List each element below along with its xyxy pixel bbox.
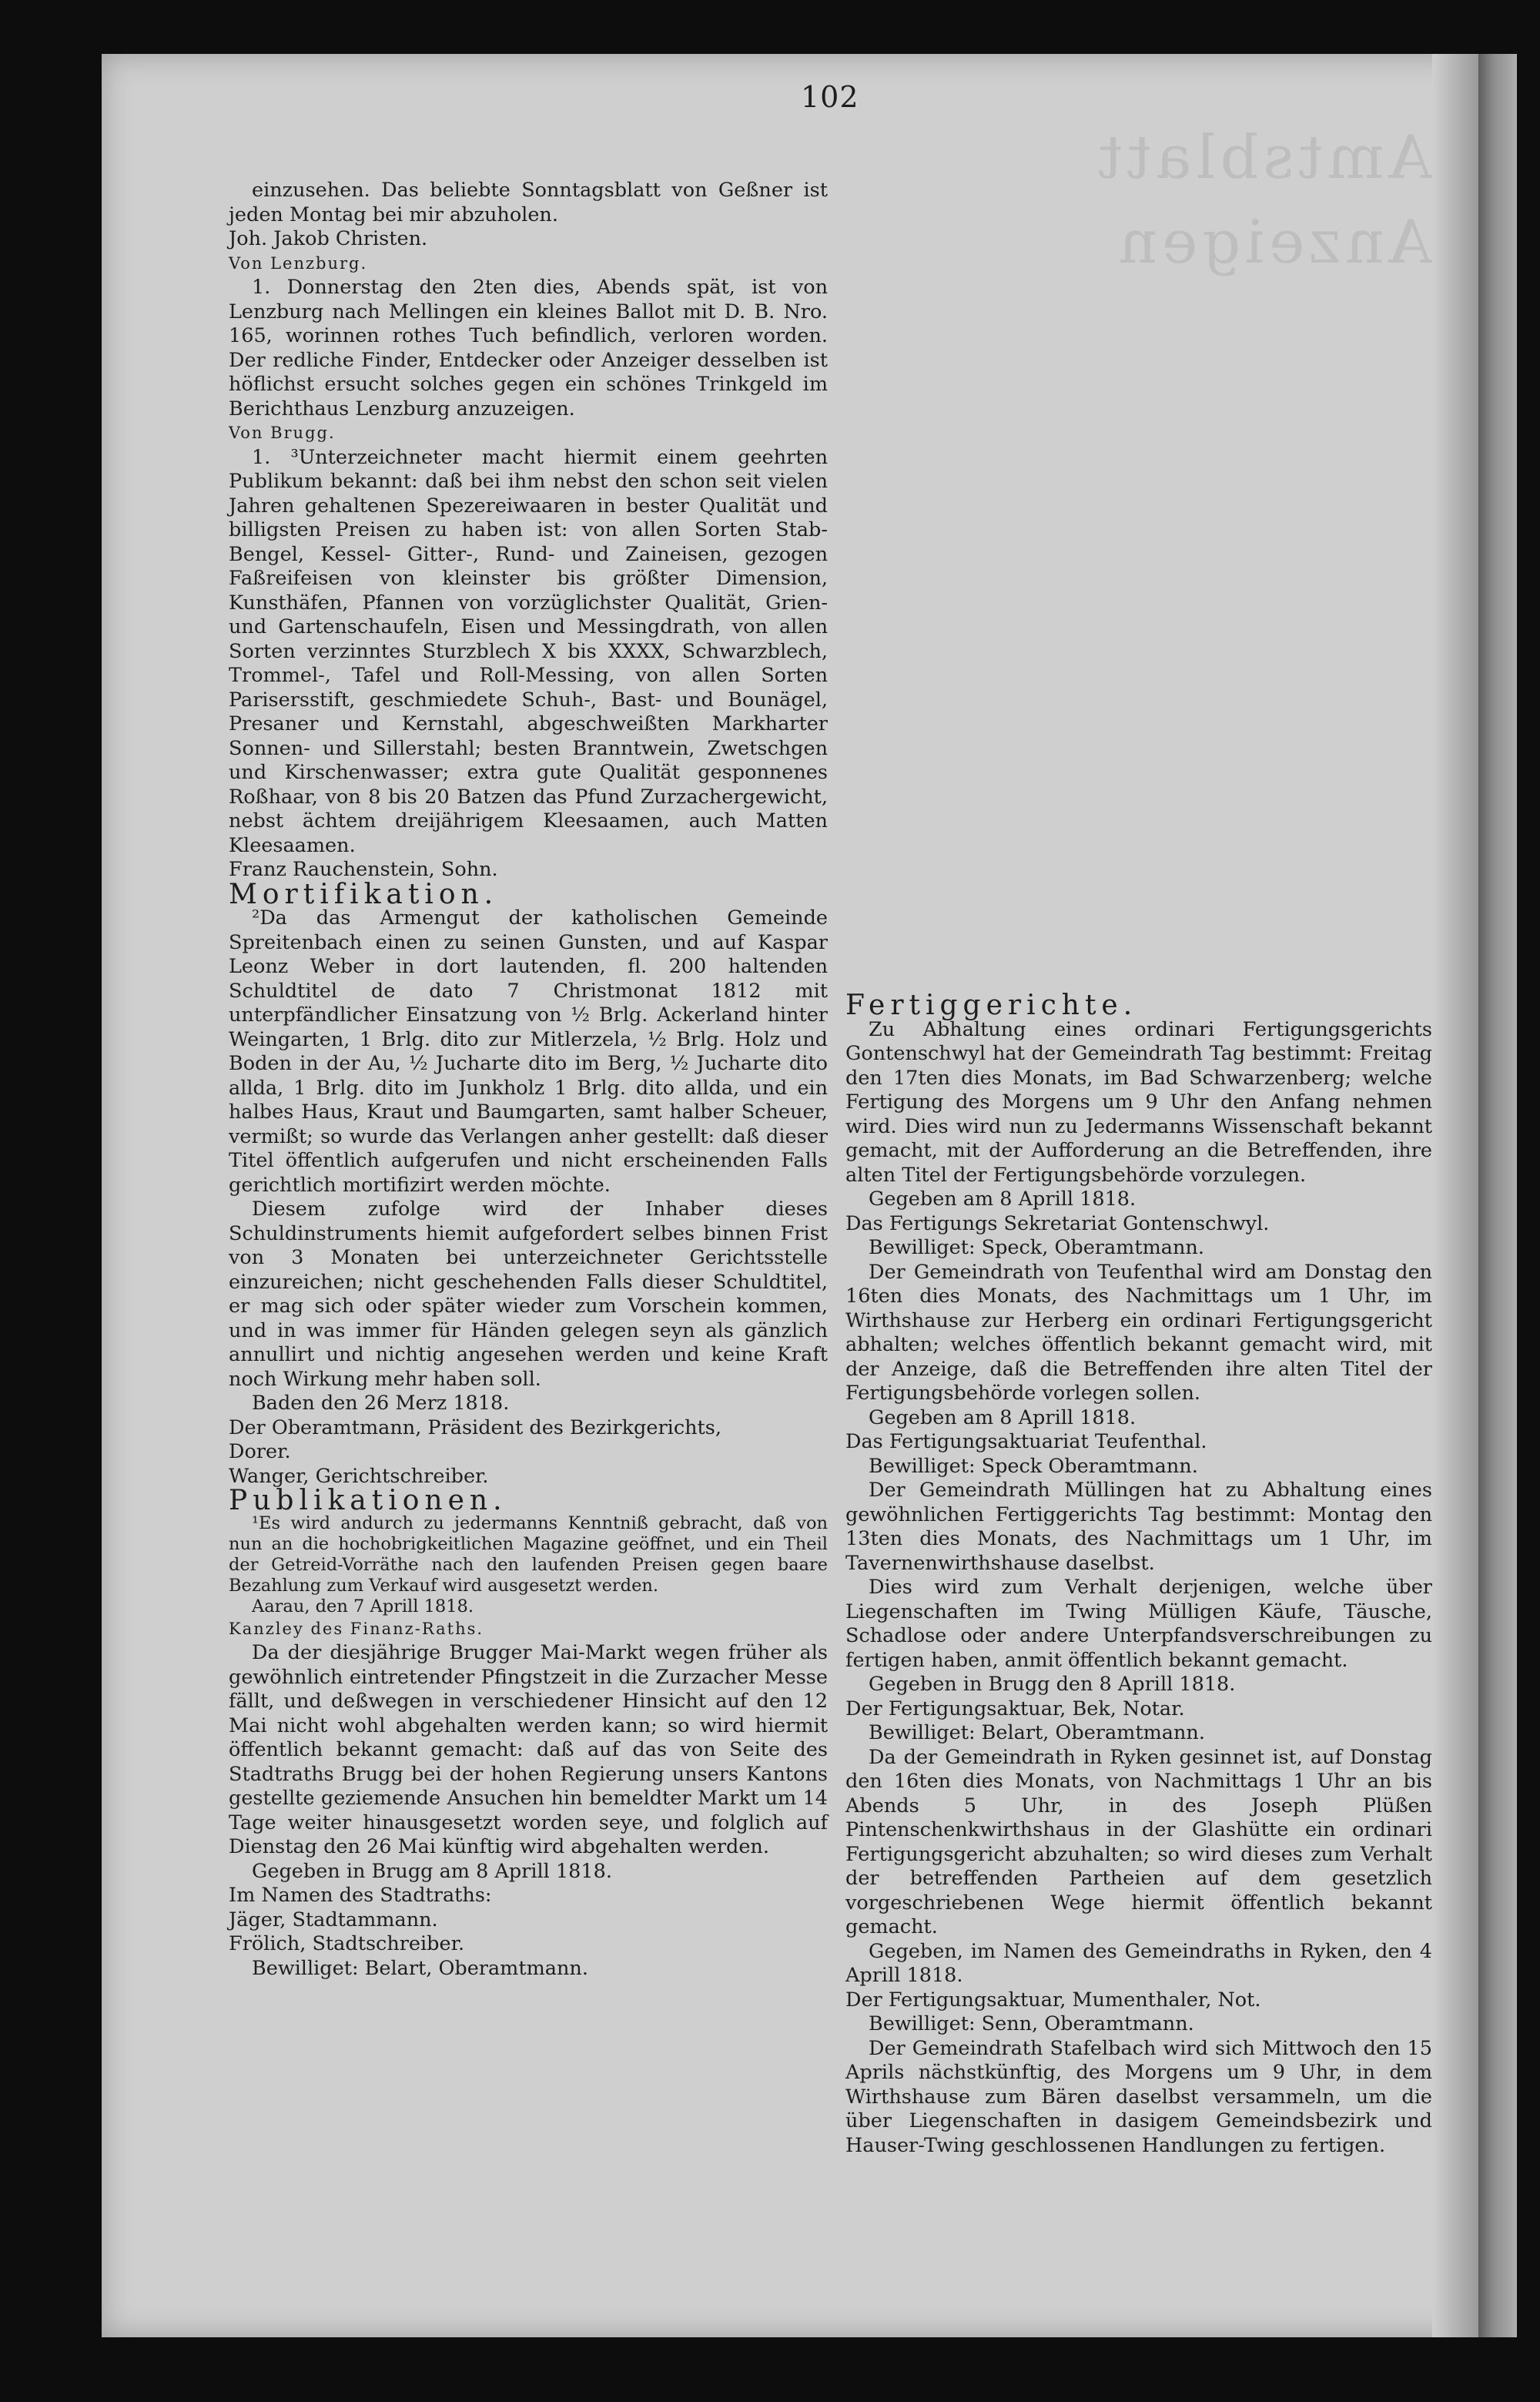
paragraph: Bewilliget: Belart, Oberamtmann. bbox=[252, 1956, 588, 1980]
signature-line: Der Oberamtmann, Präsident des Bezirkgerichts, bbox=[229, 1415, 721, 1439]
paragraph: Der Gemeindrath von Teufenthal wird am Donstag den 16ten dies Monats, des Nachmittags um 1 Uhr, im Wirthshause zur Herberg ein ordinari Fertigungsgericht abhalten; welches öffentlich bekannt gemacht wird, mit der Anzeige, daß die Betreffenden ihre alten Titel der Fertigungsbehörde vorlegen sollen. bbox=[845, 1260, 1432, 1405]
paragraph: Diesem zufolge wird der Inhaber dieses Schuldinstruments hiemit aufgefordert selbes binnen Frist von 3 Monaten bei unterzeichneter Gerichtsstelle einzureichen; nicht geschehenden Falls dieser Schuldtitel, er mag sich oder später wieder zum Vorschein kommen, und in was immer für Händen gelegen seyn als gänzlich annullirt und nichtig angesehen werden und keine Kraft noch Wirkung mehr haben soll. bbox=[229, 1198, 828, 1391]
section-title: Mortifikation. bbox=[229, 878, 499, 910]
section-subheading: Kanzley des Finanz-Raths. bbox=[229, 1619, 484, 1638]
show-through-text: Amtsblatt Anzeigen bbox=[1093, 123, 1432, 277]
paragraph: 1. ³Unterzeichneter macht hiermit einem geehrten Publikum bekannt: daß bei ihm nebst den schon seit vielen Jahren gehaltenen Spezereiwaaren in bester Qualität und billigsten Preisen zu haben ist: von allen Sorten Stab- Bengel, Kessel- Gitter-, Rund- und Zaineisen, gezogen Faßreifeisen von kleinster bis größter Dimension, Kunsthäfen, Pfannen von vorzüglichster Qualität, Grien- und Gartenschaufeln, Eisen und Messingdrath, von allen Sorten verzinntes Sturzblech X bis XXXX, Schwarzblech, Trommel-, Tafel und Roll-Messing, von allen Sorten Parisersstift, geschmiedete Schuh-, Bast- und Bounägel, Presaner und Kernstahl, abgeschweißten Markharter Sonnen- und Sillerstahl; besten Branntwein, Zwetschgen und Kirschenwasser; extra gute Qualität gesponnenes Roßhaar, von 8 bis 20 Batzen das Pfund Zurzachergewicht, nebst ächtem dreijährigem Kleesaamen, auch Matten Kleesaamen. bbox=[229, 445, 828, 857]
section-title: Publikationen. bbox=[229, 1485, 507, 1516]
section-title: Fertiggerichte. bbox=[845, 990, 1138, 1021]
signature-line: Jäger, Stadtammann. bbox=[229, 1908, 438, 1931]
paragraph: Baden den 26 Merz 1818. bbox=[252, 1392, 510, 1415]
left-column bbox=[229, 179, 828, 1981]
signature-line: Das Fertigungs Sekretariat Gontenschwyl. bbox=[845, 1211, 1270, 1235]
paragraph: Gegeben am 8 Aprill 1818. bbox=[869, 1405, 1137, 1429]
next-page-edge bbox=[1478, 54, 1517, 2337]
notice-paragraph: ¹Es wird andurch zu jedermanns Kenntniß gebracht, daß von nun an die hochobrigkeitlichen Magazine geöffnet, und ein Theil der Getreid-Vorräthe nach den laufenden Preisen gegen baare Bezahlung zum Verkauf wird ausgesetzt werden. bbox=[229, 1513, 828, 1596]
signature-line: Das Fertigungsaktuariat Teufenthal. bbox=[845, 1430, 1207, 1453]
signature-line: Frölich, Stadtschreiber. bbox=[229, 1932, 465, 1955]
signature-line: Franz Rauchenstein, Sohn. bbox=[229, 858, 498, 881]
signature-line: Dorer. bbox=[229, 1440, 291, 1463]
signature-line: Joh. Jakob Christen. bbox=[229, 227, 428, 250]
paragraph: Zu Abhaltung eines ordinari Fertigungsgerichts Gontenschwyl hat der Gemeindrath Tag bestimmt: Freitag den 17ten dies Monats, im Bad Schwarzenberg; welche Fertigung des Morgens um 9 Uhr den Anfang nehmen wird. Dies wird nun zu Jedermanns Wissenschaft bekannt gemacht, mit der Aufforderung an die Betreffenden, ihre alten Titel der Fertigungsbehörde vorzulegen. bbox=[845, 1017, 1432, 1187]
page-number: 102 bbox=[801, 80, 859, 114]
paragraph: 1. Donnerstag den 2ten dies, Abends spät, ist von Lenzburg nach Mellingen ein kleines Ballot mit D. B. Nro. 165, worinnen rothes Tuch befindlich, verloren worden. Der redliche Finder, Entdecker oder Anzeiger desselben ist höflichst ersucht solches gegen ein schönes Trinkgeld im Berichthaus Lenzburg anzuzeigen. bbox=[229, 276, 828, 420]
paragraph: Gegeben am 8 Aprill 1818. bbox=[869, 1188, 1137, 1211]
paragraph: Gegeben in Brugg am 8 Aprill 1818. bbox=[252, 1859, 612, 1883]
paragraph: Da der Gemeindrath in Ryken gesinnet ist, auf Donstag den 16ten dies Monats, von Nachmittags 1 Uhr an bis Abends 5 Uhr, in des Joseph Plüßen Pintenschenkwirthshaus in der Glashütte ein ordinari Fertigungsgericht abzuhalten; so wird dieses zum Verhalt der betreffenden Partheien auf dem gesetzlich vorgeschriebenen Wege hiermit öffentlich bekannt gemacht. bbox=[845, 1745, 1432, 1938]
paragraph: Bewilliget: Belart, Oberamtmann. bbox=[869, 1721, 1205, 1744]
paragraph: Gegeben in Brugg den 8 Aprill 1818. bbox=[869, 1673, 1236, 1696]
paragraph: Da der diesjährige Brugger Mai-Markt wegen früher als gewöhnlich eintretender Pfingstzeit in die Zurzacher Messe fällt, und deßwegen in verschiedener Hinsicht auf den 12 Mai nicht wohl abgehalten werden kann; so wird hiermit öffentlich bekannt gemacht: daß auf das von Seite des Stadtraths Brugg bei der hohen Regierung unsers Kantons gestellte geziemende Ansuchen hin bemeldter Markt um 14 Tage weiter hinausgesetzt worden seye, und folglich auf Dienstag den 26 Mai künftig wird abgehalten werden. bbox=[229, 1641, 828, 1858]
paragraph: Gegeben, im Namen des Gemeindraths in Ryken, den 4 Aprill 1818. bbox=[845, 1939, 1432, 1987]
section-subheading: Von Lenzburg. bbox=[229, 253, 368, 273]
signature-line: Der Fertigungsaktuar, Bek, Notar. bbox=[845, 1697, 1185, 1720]
signature-line: Wanger, Gerichtschreiber. bbox=[229, 1464, 489, 1488]
right-column bbox=[845, 990, 1432, 2158]
paragraph: Bewilliget: Speck Oberamtmann. bbox=[869, 1454, 1198, 1478]
paragraph: Bewilliget: Senn, Oberamtmann. bbox=[869, 2012, 1194, 2035]
signature-line: Im Namen des Stadtraths: bbox=[229, 1884, 492, 1907]
paragraph: Der Gemeindrath Stafelbach wird sich Mittwoch den 15 Aprils nächstkünftig, des Morgens um 9 Uhr, in dem Wirthshause zum Bären daselbst versammeln, um die über Liegenschaften in dasigem Gemeindsbezirk und Hauser-Twing geschlossenen Handlungen zu fertigen. bbox=[845, 2036, 1432, 2157]
paragraph: ²Da das Armengut der katholischen Gemeinde Spreitenbach einen zu seinen Gunsten, und auf Kaspar Leonz Weber in dort lautenden, fl. 200 haltenden Schuldtitel de dato 7 Christmonat 1812 mit unterpfändlicher Einsatzung von ½ Brlg. Ackerland hinter Weingarten, 1 Brlg. dito zur Mitlerzela, ½ Brlg. Holz und Boden in der Au, ½ Jucharte dito im Berg, ½ Jucharte dito allda, 1 Brlg. dito im Junkholz 1 Brlg. dito allda, und ein halbes Haus, Kraut und Baumgarten, samt halber Scheuer, vermißt; so wurde das Verlangen anher gestellt: daß dieser Titel öffentlich aufgerufen und nicht erscheinenden Falls gerichtlich mortifizirt werden möchte. bbox=[229, 906, 828, 1197]
paragraph: Dies wird zum Verhalt derjenigen, welche über Liegenschaften im Twing Mülligen Käufe, Täusche, Schadlose oder andere Unterpfandsverschreibungen zu fertigen haben, anmit öffentlich bekannt gemacht. bbox=[845, 1576, 1432, 1672]
paragraph: Bewilliget: Speck, Oberamtmann. bbox=[869, 1236, 1204, 1259]
section-subheading: Von Brugg. bbox=[229, 424, 336, 442]
notice-paragraph: Aarau, den 7 Aprill 1818. bbox=[252, 1596, 474, 1616]
paragraph: einzusehen. Das beliebte Sonntagsblatt von Geßner ist jeden Montag bei mir abzuholen. bbox=[229, 179, 828, 226]
paragraph: Der Gemeindrath Müllingen hat zu Abhaltung eines gewöhnlichen Fertiggerichts Tag bestimmt: Montag den 13ten dies Monats, des Nachmittags um 1 Uhr, im Tavernenwirthshause daselbst. bbox=[845, 1479, 1432, 1575]
signature-line: Der Fertigungsaktuar, Mumenthaler, Not. bbox=[845, 1988, 1261, 2012]
